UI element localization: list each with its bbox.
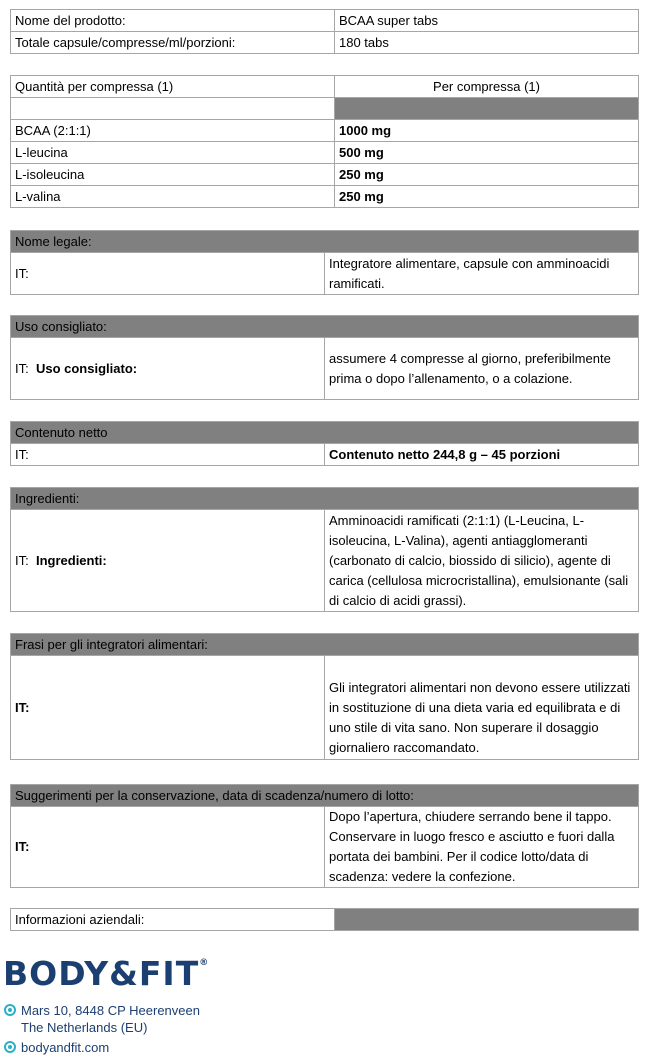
usage-label-cell [11,338,325,400]
legal-name-text: Integratore alimentare, capsule con amminoacidi ramificati. [325,253,639,295]
ingredients-table [10,487,639,612]
registered-mark: ® [199,958,210,968]
usage-label: Uso consigliato: [35,360,138,376]
table-row [11,164,639,186]
website-line [4,1040,109,1056]
address-line-2: The Netherlands (EU) [21,1020,148,1035]
globe-icon [4,1041,16,1053]
nutrient-value: 250 mg [335,164,639,186]
table-row [11,656,639,760]
table-row [11,32,639,54]
website-link[interactable]: bodyandfit.com [21,1040,110,1055]
section-header [11,316,639,338]
company-title: Informazioni aziendali: [11,909,335,931]
nutrition-header-right: Per compressa (1) [335,76,639,98]
company-table [10,908,639,931]
nutrient-value: 1000 mg [335,120,639,142]
product-info-table [10,9,639,54]
ingredients-lang: IT: [15,552,29,568]
usage-table [10,315,639,400]
section-header [11,634,639,656]
nutrition-table [10,75,639,208]
supplement-phrases-title: Frasi per gli integratori alimentari: [11,634,639,656]
nutrition-gray-cell [335,98,639,120]
table-row [11,444,639,466]
product-name-value: BCAA super tabs [335,10,639,32]
storage-text: Dopo l’apertura, chiudere serrando bene il tappo. Conservare in luogo fresco e asciutto e fuori dalla portata dei bambini. Per il codice lotto/data di scadenza: vedere la confezione. [325,807,639,888]
table-row [11,510,639,612]
section-header [11,785,639,807]
net-content-table [10,421,639,466]
legal-name-table [10,230,639,295]
location-pin-icon [4,1004,16,1016]
table-row [11,142,639,164]
storage-lang: IT: [11,807,325,888]
table-row [11,186,639,208]
table-row [11,253,639,295]
table-row [11,338,639,400]
nutrition-header-left: Quantità per compressa (1) [11,76,335,98]
table-row [11,120,639,142]
usage-text: assumere 4 compresse al giorno, preferibilmente prima o dopo l’allenamento, o a colazione. [325,338,639,400]
usage-lang: IT: [15,360,29,376]
address-text: Mars 10, 8448 CP Heerenveen [21,1003,200,1018]
ingredients-title: Ingredienti: [11,488,639,510]
legal-name-lang: IT: [11,253,325,295]
nutrient-name: L-valina [11,186,335,208]
net-content-title: Contenuto netto [11,422,639,444]
product-qty-value: 180 tabs [335,32,639,54]
nutrient-value: 250 mg [335,186,639,208]
table-row [11,909,639,931]
company-gray-cell [335,909,639,931]
brand-logo-text: BODY&FIT [3,954,200,993]
table-row [11,76,639,98]
supplement-phrases-text: Gli integratori alimentari non devono essere utilizzati in sostituzione di una dieta varia ed equilibrata e di uno stile di vita sano. Non superare il dosaggio giornaliero raccomandato. [325,656,639,760]
nutrition-spacer [11,98,335,120]
supplement-phrases-lang: IT: [11,656,325,760]
product-name-label: Nome del prodotto: [11,10,335,32]
nutrient-name: BCAA (2:1:1) [11,120,335,142]
brand-logo [3,954,209,993]
table-row [11,98,639,120]
ingredients-text: Amminoacidi ramificati (2:1:1) (L-Leucina, L-isoleucina, L-Valina), agenti antiagglomeranti (carbonato di calcio, biossido di silicio), agente di carica (cellulosa microcristallina), emulsionante (sali di calcio di acidi grassi). [325,510,639,612]
net-content-lang: IT: [11,444,325,466]
section-header [11,231,639,253]
net-content-text: Contenuto netto 244,8 g – 45 porzioni [325,444,639,466]
storage-table [10,784,639,888]
section-header [11,488,639,510]
nutrient-name: L-leucina [11,142,335,164]
table-row [11,807,639,888]
product-qty-label: Totale capsule/compresse/ml/porzioni: [11,32,335,54]
ingredients-label: Ingredienti: [35,552,107,568]
supplement-phrases-table [10,633,639,760]
legal-name-title: Nome legale: [11,231,639,253]
nutrient-value: 500 mg [335,142,639,164]
usage-title: Uso consigliato: [11,316,639,338]
storage-title: Suggerimenti per la conservazione, data di scadenza/numero di lotto: [11,785,639,807]
nutrient-name: L-isoleucina [11,164,335,186]
ingredients-label-cell [11,510,325,612]
address-line-1 [4,1003,200,1019]
section-header [11,422,639,444]
table-row [11,10,639,32]
